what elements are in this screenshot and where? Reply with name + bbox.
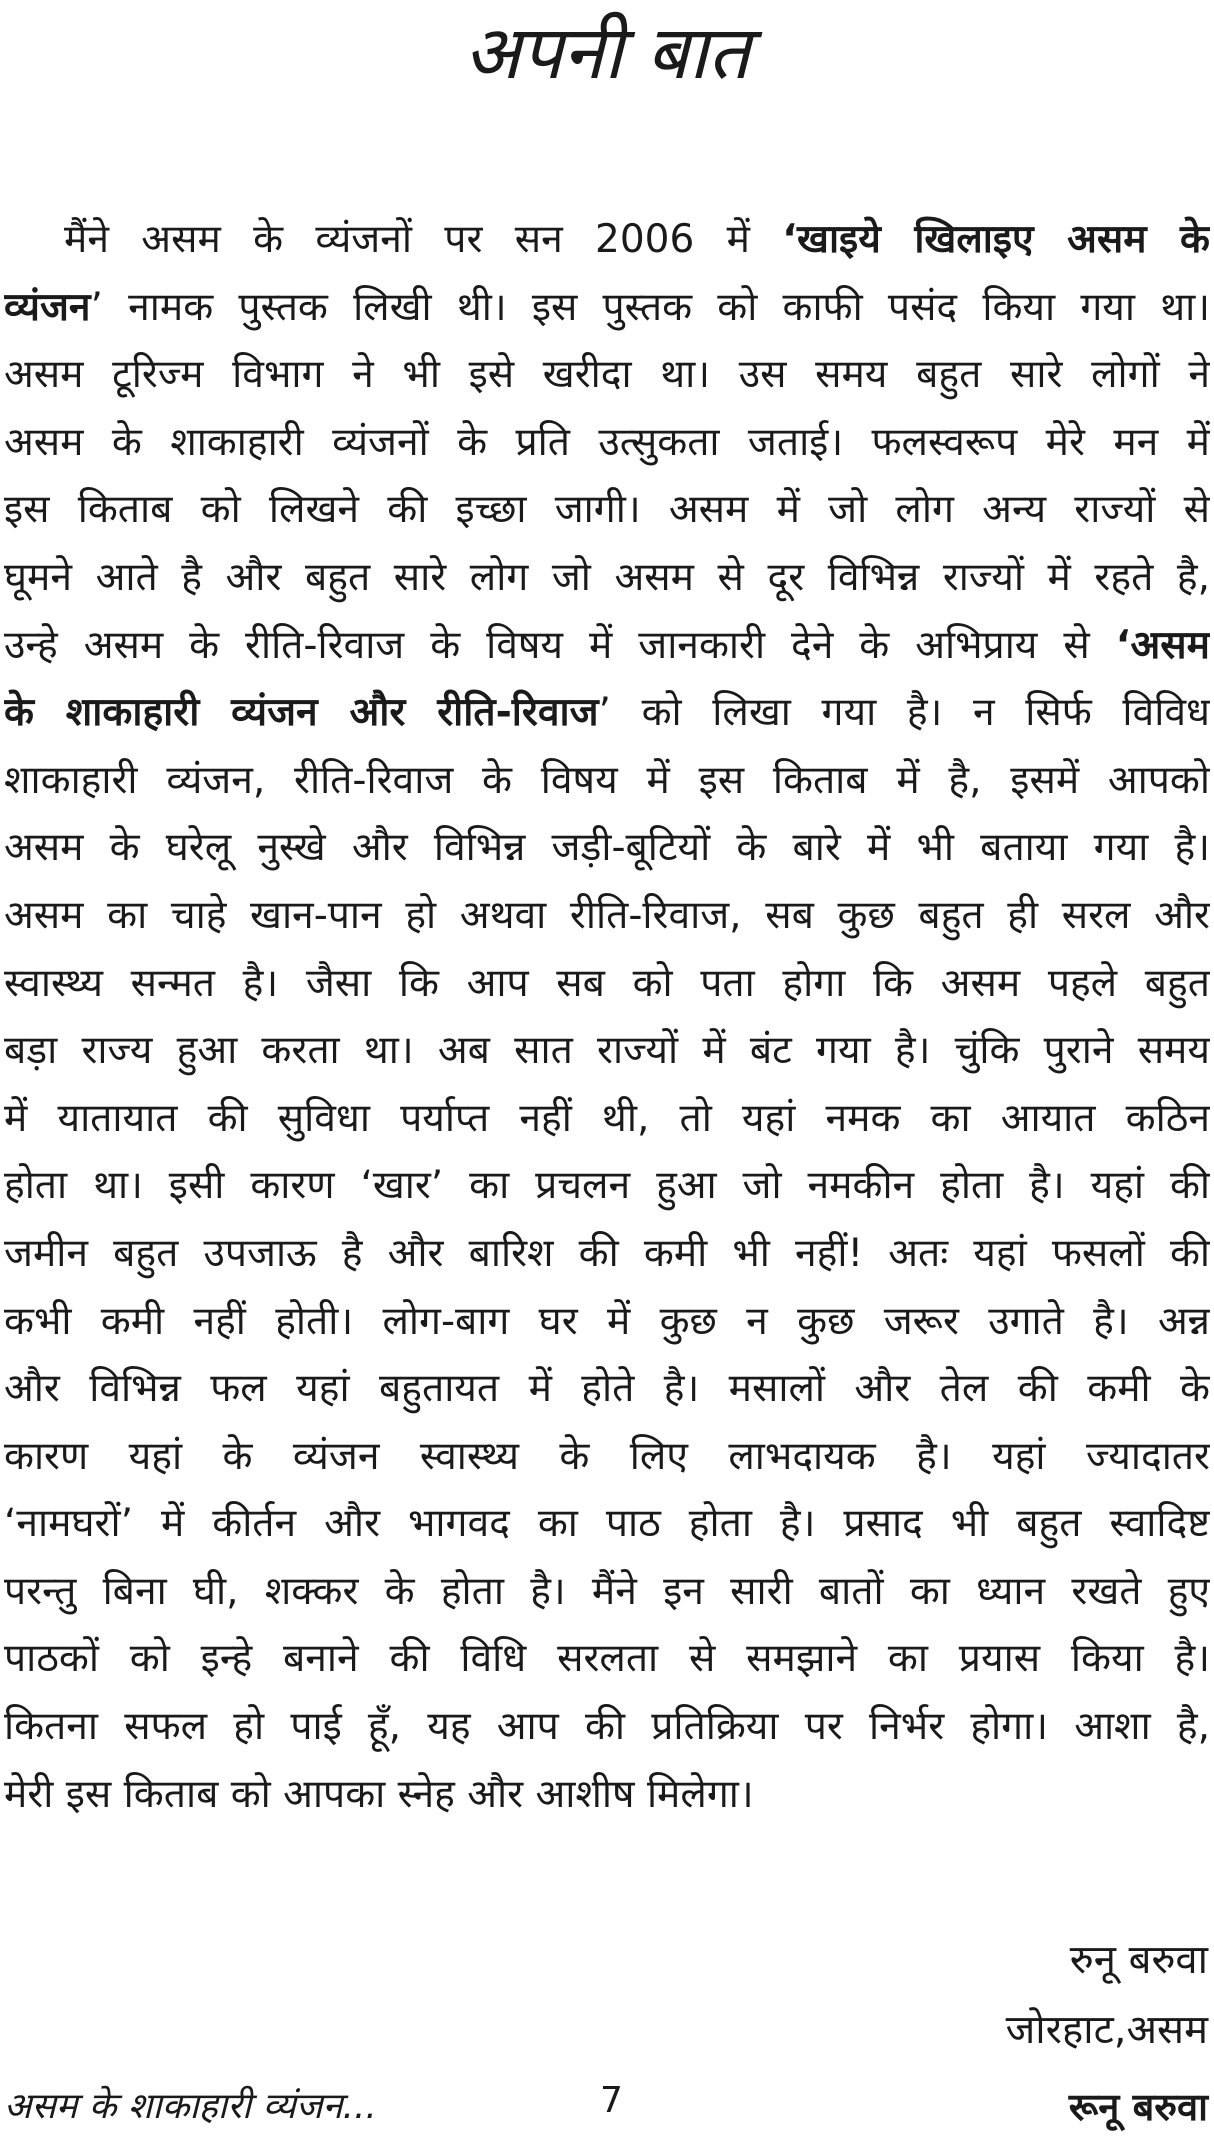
text-line bbox=[4, 747, 1210, 815]
text-line bbox=[4, 612, 1210, 680]
text-span: मेरी इस किताब को आपका स्नेह और आशीष मिलेगा। bbox=[4, 1771, 754, 1817]
text-span: ’ नामक पुस्तक लिखी थी। इस पुस्तक को काफी पसंद किया गया था। bbox=[90, 284, 1210, 330]
text-span: स्वास्थ्य सन्मत है। जैसा कि आप सब को पता होगा कि असम पहले बहुत bbox=[4, 960, 1210, 1006]
text-line bbox=[4, 1288, 1210, 1356]
text-span: कभी कमी नहीं होती। लोग-बाग घर में कुछ न कुछ जरूर उगाते है। अन्न bbox=[4, 1298, 1210, 1344]
text-line bbox=[4, 409, 1210, 477]
text-span: उन्हे असम के रीति-रिवाज के विषय में जानकारी देने के अभिप्राय से bbox=[4, 622, 1116, 668]
text-span: असम का चाहे खान-पान हो अथवा रीति-रिवाज, सब कुछ बहुत ही सरल और bbox=[4, 892, 1210, 938]
text-span: कितना सफल हो पाई हूँ, यह आप की प्रतिक्रिया पर निर्भर होगा। आशा है, bbox=[4, 1704, 1210, 1750]
signature-place: जोरहाट,असम bbox=[1005, 2007, 1208, 2053]
text-line bbox=[4, 274, 1210, 342]
text-span: बड़ा राज्य हुआ करता था। अब सात राज्यों में बंट गया है। चुंकि पुराने समय bbox=[4, 1028, 1210, 1074]
text-span: शाकाहारी व्यंजन, रीति-रिवाज के विषय में इस किताब में है, इसमें आपको bbox=[4, 757, 1210, 803]
text-span: परन्तु बिना घी, शक्कर के होता है। मैंने इन सारी बातों का ध्यान रखते हुए bbox=[4, 1568, 1210, 1614]
text-span: घूमने आते है और बहुत सारे लोग जो असम से दूर विभिन्न राज्यों में रहते है, bbox=[4, 554, 1210, 600]
text-span: ‘नामघरों’ में कीर्तन और भागवद का पाठ होता है। प्रसाद भी बहुत स्वादिष्ट bbox=[4, 1501, 1210, 1547]
text-line bbox=[4, 206, 1210, 274]
text-span: और विभिन्न फल यहां बहुतायत में होते है। मसालों और तेल की कमी के bbox=[4, 1366, 1210, 1412]
text-line bbox=[4, 341, 1210, 409]
text-line bbox=[4, 1017, 1210, 1085]
bold-text-span: के शाकाहारी व्यंजन और रीति-रिवाज bbox=[4, 690, 599, 736]
page-title: अपनी बात bbox=[464, 10, 750, 96]
text-span: पाठकों को इन्हे बनाने की विधि सरलता से समझाने का प्रयास किया है। bbox=[4, 1636, 1210, 1682]
text-line bbox=[4, 882, 1210, 950]
bold-text-span: ‘खाइये खिलाइए असम के bbox=[782, 217, 1210, 262]
text-span: असम टूरिज्म विभाग ने भी इसे खरीदा था। उस समय बहुत सारे लोगों ने bbox=[4, 352, 1210, 398]
text-line bbox=[4, 679, 1210, 747]
text-span: होता था। इसी कारण ‘खार’ का प्रचलन हुआ जो नमकीन होता है। यहां की bbox=[4, 1163, 1210, 1209]
text-line bbox=[4, 1558, 1210, 1626]
text-line bbox=[4, 1355, 1210, 1423]
text-span: इस किताब को लिखने की इच्छा जागी। असम में जो लोग अन्य राज्यों से bbox=[4, 487, 1210, 533]
text-line bbox=[4, 1761, 1210, 1829]
bold-text-span: ‘असम bbox=[1115, 622, 1210, 668]
text-line bbox=[4, 1423, 1210, 1491]
text-line bbox=[4, 476, 1210, 544]
signature-name: रुनू बरुवा bbox=[1069, 1937, 1208, 1983]
footer-book-title: असम के शाकाहारी व्यंजन... bbox=[4, 2086, 377, 2127]
text-line bbox=[4, 1490, 1210, 1558]
text-span: मैंने असम के व्यंजनों पर सन 2006 में bbox=[64, 217, 783, 262]
text-span: असम के घरेलू नुस्खे और विभिन्न जड़ी-बूटियों के बारे में भी बताया गया है। bbox=[4, 825, 1210, 871]
text-span: में यातायात की सुविधा पर्याप्त नहीं थी, तो यहां नमक का आयात कठिन bbox=[4, 1095, 1210, 1141]
text-line bbox=[4, 544, 1210, 612]
text-span: जमीन बहुत उपजाऊ है और बारिश की कमी भी नहीं! अतः यहां फसलों की bbox=[4, 1230, 1210, 1276]
bold-text-span: व्यंजन bbox=[4, 284, 91, 330]
footer-author: रूनू बरुवा bbox=[1068, 2085, 1208, 2129]
text-span: कारण यहां के व्यंजन स्वास्थ्य के लिए लाभदायक है। यहां ज्यादातर bbox=[4, 1433, 1210, 1479]
text-line bbox=[4, 814, 1210, 882]
text-line bbox=[4, 1085, 1210, 1153]
page-number: 7 bbox=[600, 2080, 623, 2121]
text-line bbox=[4, 1152, 1210, 1220]
text-line bbox=[4, 950, 1210, 1018]
text-line bbox=[4, 1220, 1210, 1288]
text-span: असम के शाकाहारी व्यंजनों के प्रति उत्सुकता जताई। फलस्वरूप मेरे मन में bbox=[4, 419, 1210, 465]
text-line bbox=[4, 1693, 1210, 1761]
text-span: ’ को लिखा गया है। न सिर्फ विविध bbox=[598, 690, 1210, 736]
body-text bbox=[4, 206, 1210, 1828]
text-line bbox=[4, 1625, 1210, 1693]
